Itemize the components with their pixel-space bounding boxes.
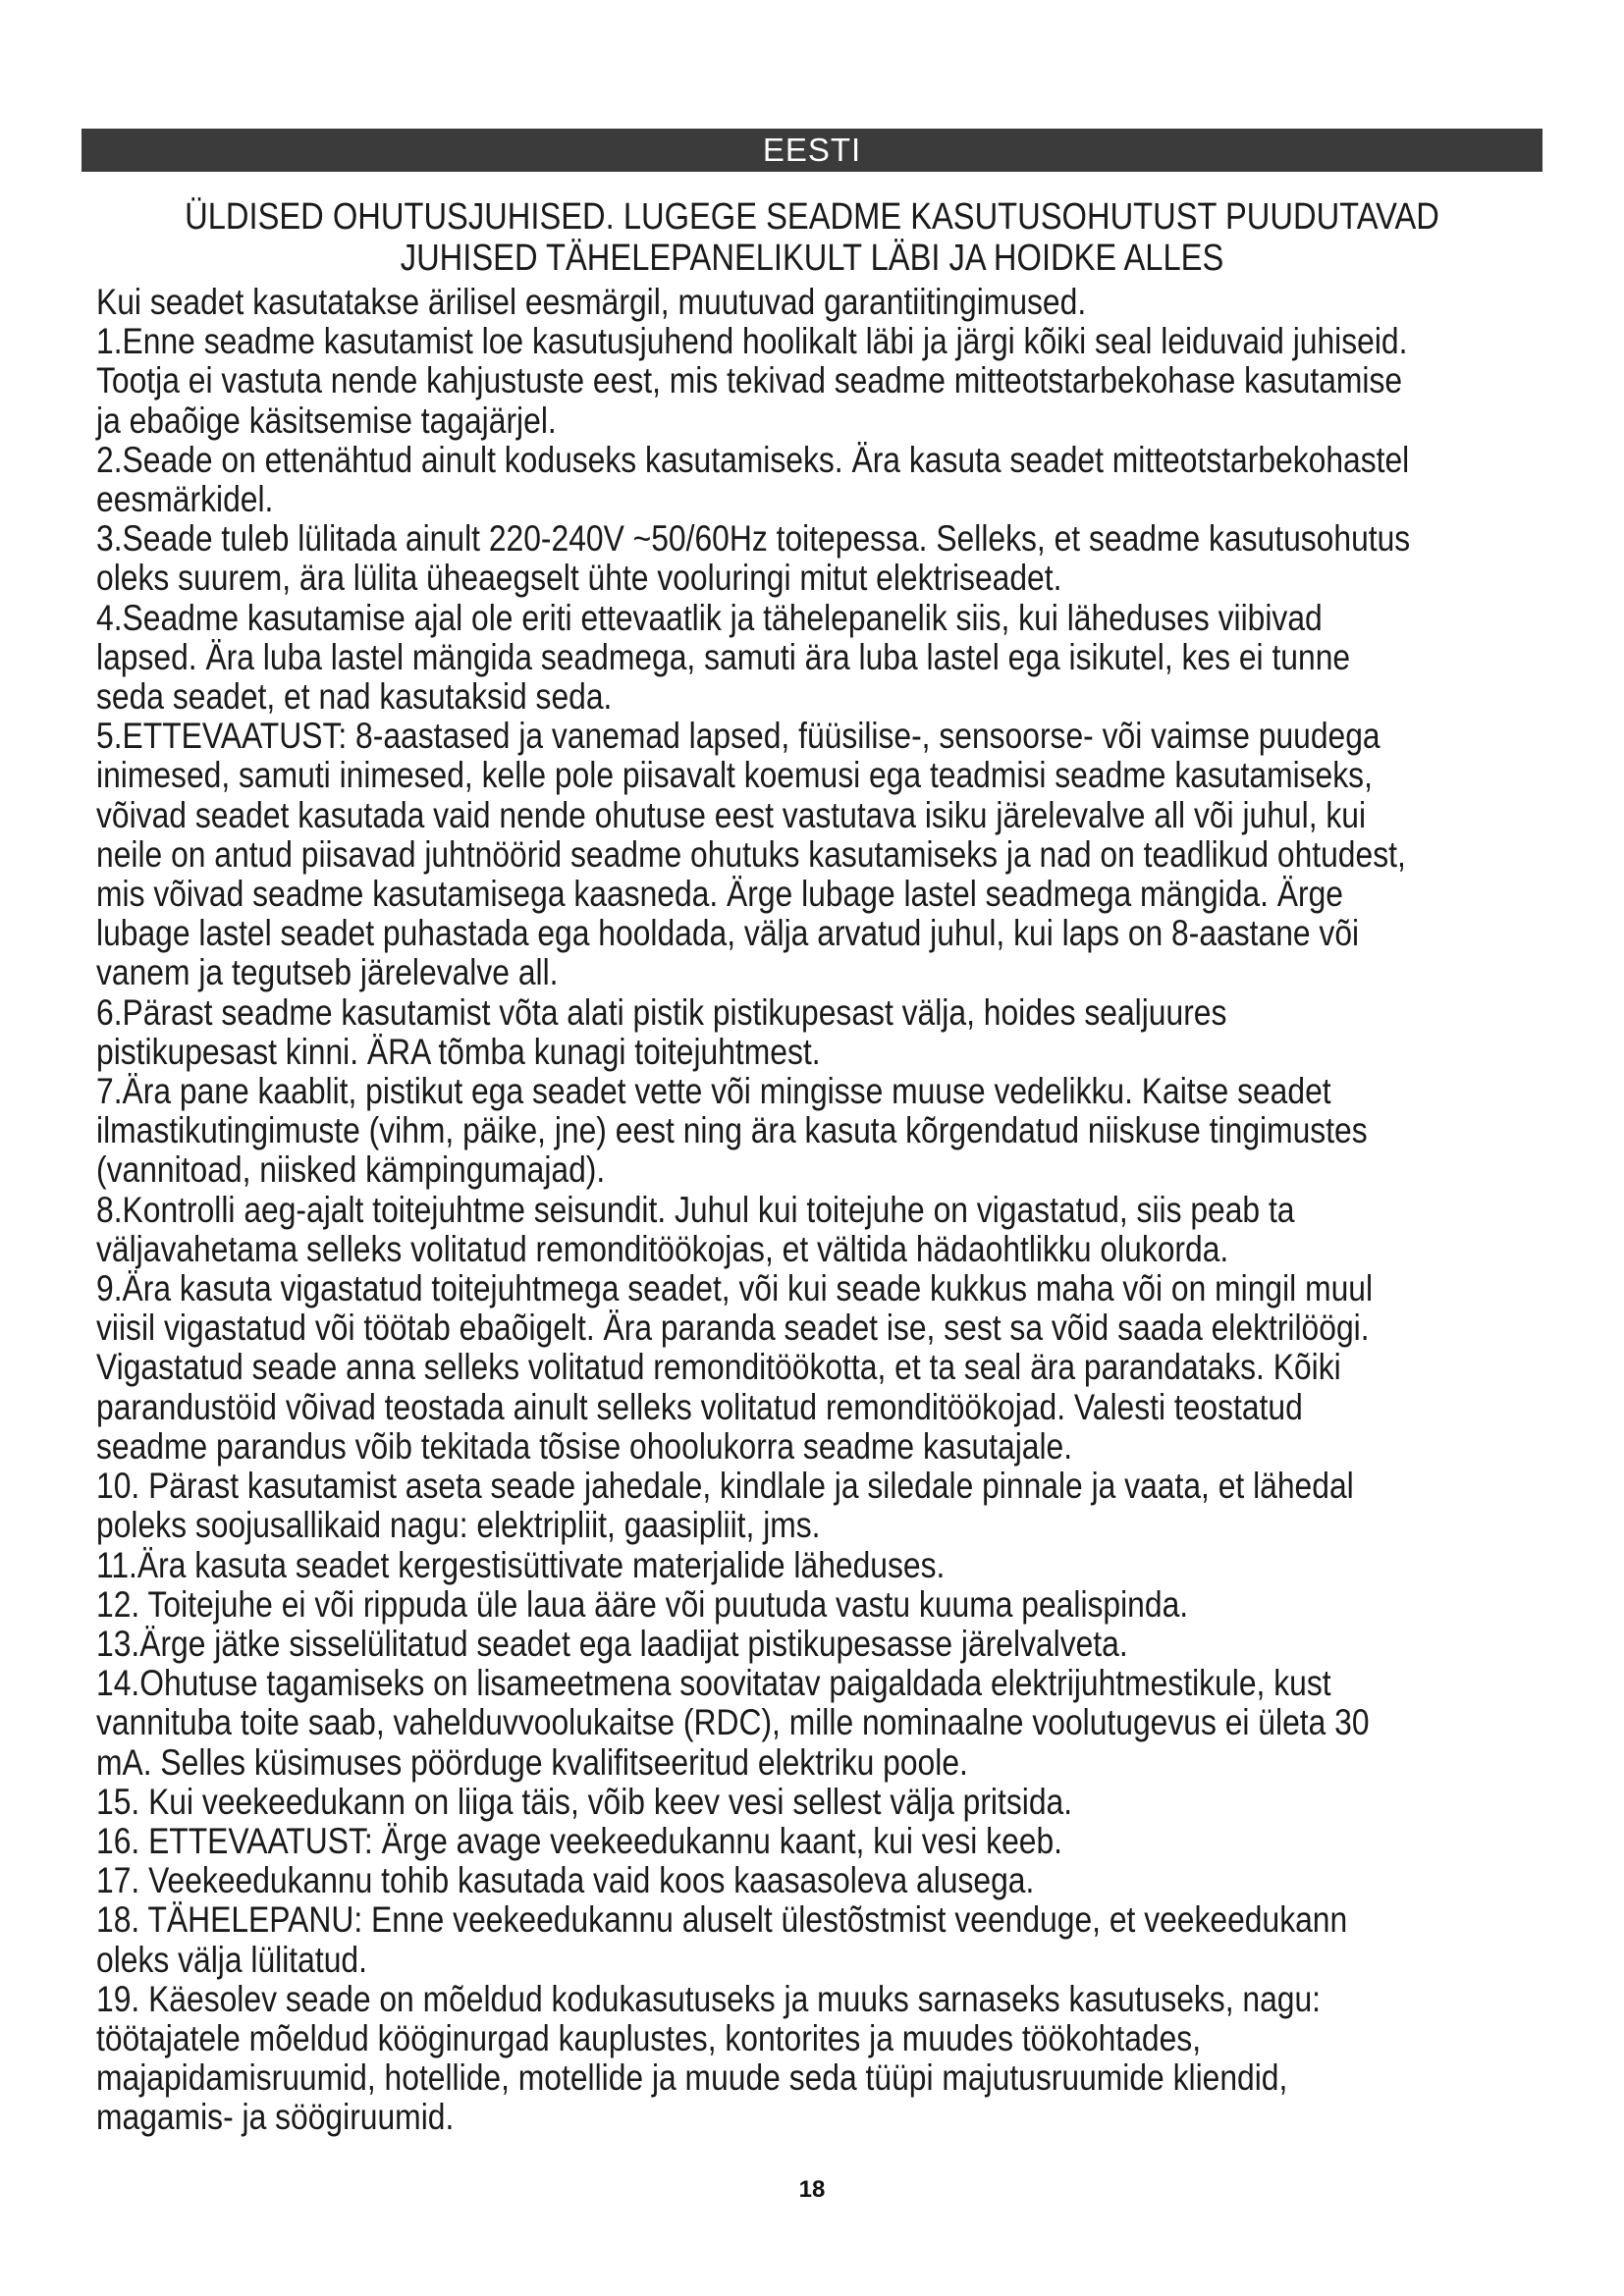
paragraph-19: 19. Käesolev seade on mõeldud kodukasutuseks ja muuks sarnaseks kasutuseks, nagu: töötajatele mõeldud kööginurgad kauplustes, kontorites ja muudes töökohtades, majapidamisruumid, hotellide, motellide ja muude seda tüüpi majutusruumide kliendid, magamis- ja söögiruumid. <box>96 1978 1322 2138</box>
language-label: EESTI <box>762 132 862 168</box>
paragraph-10: 10. Pärast kasutamist aseta seade jahedale, kindlale ja siledale pinnale ja vaata, et lähedal poleks soojusallikaid nagu: elektripliit, gaasipliit, jms. <box>96 1466 1354 1546</box>
safety-title-line-1: ÜLDISED OHUTUSJUHISED. LUGEGE SEADME KASUTUSOHUTUST PUUDUTAVAD <box>185 196 1439 238</box>
paragraph-16: 16. ETTEVAATUST: Ärge avage veekeedukannu kaant, kui vesi keeb. <box>96 1820 1063 1861</box>
paragraph-15: 15. Kui veekeedukann on liiga täis, võib keev vesi sellest välja pritsida. <box>96 1781 1073 1822</box>
safety-instructions <box>96 283 1414 2138</box>
paragraph-9: 9.Ära kasuta vigastatud toitejuhtmega seadet, või kui seade kukkus maha või on mingil muul viisil vigastatud või töötab ebaõigelt. Ära paranda seadet ise, sest sa võid saada elektrilöögi. Vigastatud seade anna selleks volitatud remonditöökotta, et ta seal ära parandataks. Kõiki parandustöid võivad teostada ainult selleks volitatud remonditöökojad. Valesti teostatud seadme parandus võib tekitada tõsise ohoolukorra seadme kasutajale. <box>96 1268 1374 1467</box>
paragraph-14: 14.Ohutuse tagamiseks on lisameetmena soovitatav paigaldada elektrijuhtmestikule, kust vannituba toite saab, vahelduvvoolukaitse (RDC), mille nominaalne voolutugevus ei ületa 30 mA. Selles küsimuses pöörduge kvalifitseeritud elektriku poole. <box>96 1663 1370 1783</box>
paragraph-12: 12. Toitejuhe ei või rippuda üle laua ääre või puutuda vastu kuuma pealispinda. <box>96 1583 1189 1625</box>
paragraph-5: 5.ETTEVAATUST: 8-aastased ja vanemad lapsed, füüsilise-, sensoorse- või vaimse puudega inimesed, samuti inimesed, kelle pole piisavalt koemusi ega teadmisi seadme kasutamiseks, võivad seadet kasutada vaid nende ohutuse eest vastutava isiku järelevalve all või juhul, kui neile on antud piisavad juhtnöörid seadme ohutuks kasutamiseks ja nad on teadlikud ohtudest, mis võivad seadme kasutamisega kaasneda. Ärge lubage lastel seadmega mängida. Ärge lubage lastel seadet puhastada ega hooldada, välja arvatud juhul, kui laps on 8-aastane või vanem ja tegutseb järelevalve all. <box>96 716 1406 993</box>
paragraph-2: 2.Seade on ettenähtud ainult koduseks kasutamiseks. Ära kasuta seadet mitteotstarbekohastel eesmärkidel. <box>96 439 1410 520</box>
paragraph-3: 3.Seade tuleb lülitada ainult 220-240V ~50/60Hz toitepessa. Selleks, et seadme kasutusohutus oleks suurem, ära lülita üheaegselt ühte vooluringi mitut elektriseadet. <box>96 518 1411 599</box>
page-number: 18 <box>798 2176 826 2203</box>
safety-title <box>184 196 1440 279</box>
paragraph-8: 8.Kontrolli aeg-ajalt toitejuhtme seisundit. Juhul kui toitejuhe on vigastatud, siis peab ta väljavahetama selleks volitatud remonditöökojas, et vältida hädaohtlikku olukorda. <box>96 1189 1295 1269</box>
paragraph-7: 7.Ära pane kaablit, pistikut ega seadet vette või mingisse muuse vedelikku. Kaitse seadet ilmastikutingimuste (vihm, päike, jne) eest ning ära kasuta kõrgendatud niiskuse tingimustes (vannitoad, niisked kämpingumajad). <box>96 1071 1368 1191</box>
paragraph-11: 11.Ära kasuta seadet kergestisüttivate materjalide läheduses. <box>96 1544 946 1585</box>
paragraph-18: 18. TÄHELEPANU: Enne veekeedukannu aluselt ülestõstmist veenduge, et veekeedukann oleks välja lülitatud. <box>96 1899 1348 1980</box>
paragraph-1: 1.Enne seadme kasutamist loe kasutusjuhend hoolikalt läbi ja järgi kõiki seal leiduvaid juhiseid. Tootja ei vastuta nende kahjustuste eest, mis tekivad seadme mitteotstarbekohase kasutamise ja ebaõige käsitsemise tagajärjel. <box>96 321 1408 441</box>
safety-title-line-2: JUHISED TÄHELEPANELIKULT LÄBI JA HOIDKE ALLES <box>400 238 1224 279</box>
language-header-bar <box>81 129 1543 172</box>
paragraph-6: 6.Pärast seadme kasutamist võta alati pistik pistikupesast välja, hoides sealjuures pistikupesast kinni. ÄRA tõmba kunagi toitejuhtmest. <box>96 991 1227 1072</box>
paragraph-commercial-use: Kui seadet kasutatakse ärilisel eesmärgil, muutuvad garantiitingimused. <box>96 282 1087 322</box>
paragraph-4: 4.Seadme kasutamise ajal ole eriti ettevaatlik ja tähelepanelik siis, kui läheduses viibivad lapsed. Ära luba lastel mängida seadmega, samuti ära luba lastel ega isikutel, kes ei tunne seda seadet, et nad kasutaksid seda. <box>96 597 1351 718</box>
paragraph-13: 13.Ärge jätke sisselülitatud seadet ega laadijat pistikupesasse järelvalveta. <box>96 1623 1128 1664</box>
paragraph-17: 17. Veekeedukannu tohib kasutada vaid koos kaasasoleva alusega. <box>96 1860 1035 1901</box>
